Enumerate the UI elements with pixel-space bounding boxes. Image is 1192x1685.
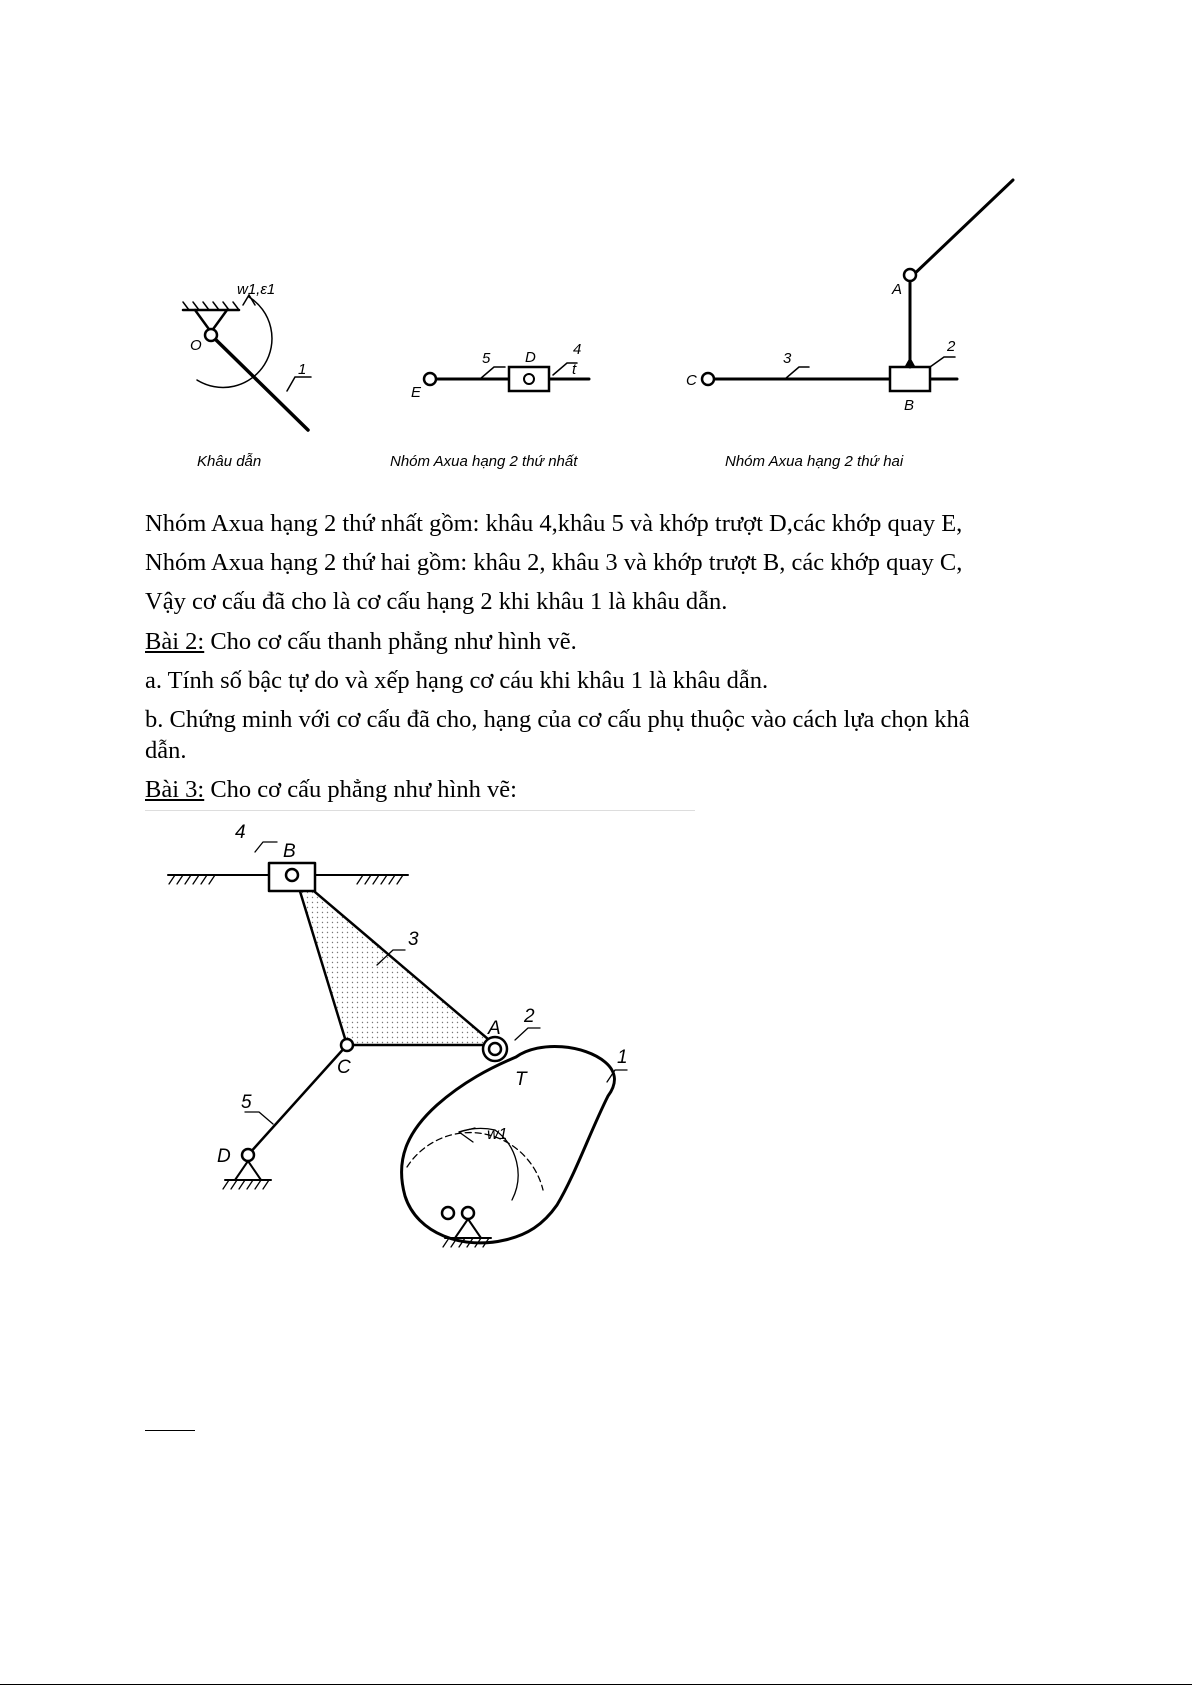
fig2-label-1: 1	[617, 1047, 628, 1068]
exercise-2-part-b-cont: dẫn.	[145, 737, 187, 764]
figure-axua-groups	[145, 155, 1025, 495]
exercise-3-heading	[145, 772, 517, 808]
label-link-5: 5	[482, 350, 491, 367]
link-5	[248, 1045, 347, 1155]
text-line-first-group: Nhóm Axua hạng 2 thứ nhất gồm: khâu 4,khâu 5 và khớp trượt D,các khớp quay E,	[145, 510, 963, 537]
exercise-2-heading	[145, 624, 577, 660]
joint-C	[341, 1039, 353, 1051]
joint-B	[286, 869, 298, 881]
link-3-triangle	[295, 875, 495, 1045]
fig2-label-A: A	[488, 1018, 501, 1039]
cam-1	[402, 1046, 615, 1242]
driving-link-diagram	[183, 295, 311, 430]
exercise-3-label: Bài 3:	[145, 776, 205, 803]
exercise-2-part-b: b. Chứng minh với cơ cấu đã cho, hạng của cơ cấu phụ thuộc vào cách lựa chọn khâ	[145, 706, 970, 733]
fig2-label-w1: w1	[487, 1126, 508, 1143]
footnote-rule	[145, 1430, 195, 1431]
label-t: t	[572, 361, 577, 378]
fig2-label-2: 2	[524, 1006, 535, 1027]
fig2-label-4: 4	[235, 822, 246, 843]
label-joint-E: E	[411, 384, 422, 401]
exercise-2-text: Cho cơ cấu thanh phẳng như hình vẽ.	[204, 628, 577, 655]
caption-driving-link: Khâu dẫn	[197, 453, 262, 470]
text-line-second-group: Nhóm Axua hạng 2 thứ hai gồm: khâu 2, khâu 3 và khớp trượt B, các khớp quay C,	[145, 549, 963, 576]
label-joint-D: D	[525, 349, 536, 366]
caption-second-axua-group: Nhóm Axua hạng 2 thứ hai	[725, 453, 904, 470]
exercise-2-label: Bài 2:	[145, 628, 205, 655]
fig2-label-3: 3	[408, 929, 419, 950]
label-joint-B: B	[904, 397, 915, 414]
label-link-4: 4	[573, 341, 582, 358]
label-link-3: 3	[783, 350, 792, 367]
figure-cam-mechanism	[145, 810, 705, 1320]
second-axua-group-diagram	[702, 180, 1013, 391]
fig2-label-D: D	[217, 1146, 231, 1167]
fig2-label-T: T	[515, 1069, 527, 1090]
first-axua-group-diagram	[424, 363, 589, 391]
text-line-conclusion: Vậy cơ cấu đã cho là cơ cấu hạng 2 khi khâu 1 là khâu dẫn.	[145, 588, 728, 615]
fig2-label-C: C	[337, 1057, 351, 1078]
label-joint-C: C	[686, 372, 697, 389]
label-link-2: 2	[947, 338, 956, 355]
label-link-1: 1	[298, 361, 307, 378]
caption-first-axua-group: Nhóm Axua hạng 2 thứ nhất	[390, 453, 578, 470]
label-joint-A: A	[892, 281, 903, 298]
exercise-3-text: Cho cơ cấu phẳng như hình vẽ:	[204, 776, 517, 803]
fig2-label-5: 5	[241, 1092, 252, 1113]
label-w1-e1: w1,ε1	[237, 281, 276, 298]
label-O: O	[190, 337, 202, 354]
joint-A	[489, 1043, 501, 1055]
exercise-2-part-a: a. Tính số bậc tự do và xếp hạng cơ cáu khi khâu 1 là khâu dẫn.	[145, 667, 769, 694]
fig2-label-B: B	[283, 841, 296, 862]
